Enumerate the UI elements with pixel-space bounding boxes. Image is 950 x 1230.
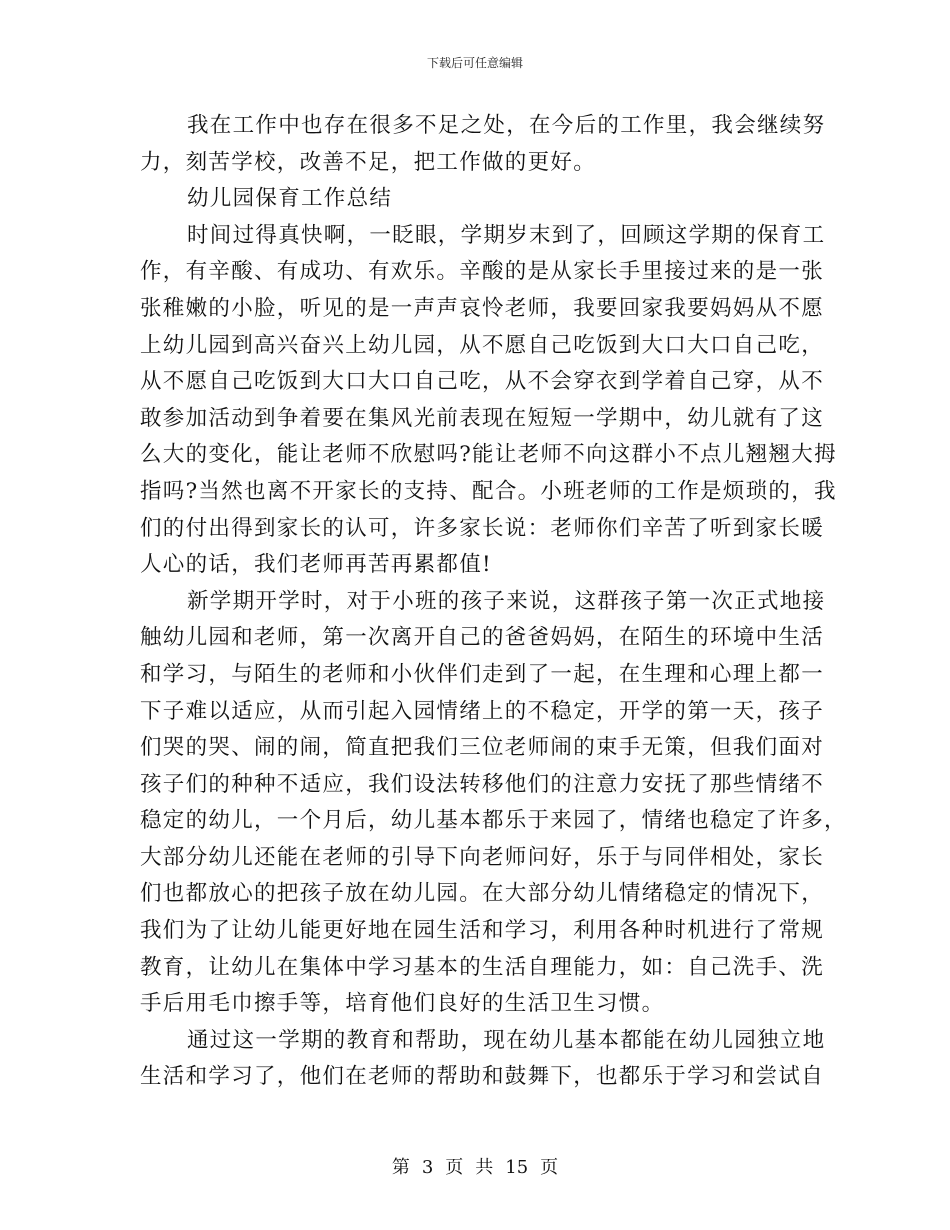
- text-line: 们也都放心的把孩子放在幼儿园。在大部分幼儿情绪稳定的情况下，: [140, 881, 825, 907]
- footer-total-label: 共: [475, 1157, 494, 1178]
- text-line: 人心的话，我们老师再苦再累都值!: [140, 552, 492, 578]
- page-header: 下载后可任意编辑: [426, 56, 523, 70]
- text-line: 们的付出得到家长的认可，许多家长说：老师你们辛苦了听到家长暖: [140, 515, 825, 541]
- page-footer: [0, 1153, 950, 1179]
- total-pages: 15: [505, 1157, 529, 1178]
- page-number: 3: [421, 1157, 434, 1178]
- text-line: 新学期开学时，对于小班的孩子来说，这群孩子第一次正式地接: [187, 588, 826, 614]
- text-line: 力，刻苦学校，改善不足，把工作做的更好。: [140, 149, 597, 175]
- document-body: [140, 108, 847, 1096]
- text-line: 大部分幼儿还能在老师的引导下向老师问好，乐于与同伴相处，家长: [140, 844, 825, 870]
- text-line: 通过这一学期的教育和帮助，现在幼儿基本都能在幼儿园独立地: [187, 1027, 826, 1053]
- footer-suffix: 页: [540, 1157, 559, 1178]
- text-line: 从不愿自己吃饭到大口大口自己吃，从不会穿衣到学着自己穿，从不: [140, 369, 825, 395]
- footer-prefix: 第: [391, 1157, 410, 1178]
- text-line: 时间过得真快啊，一眨眼，学期岁末到了，回顾这学期的保育工: [187, 222, 826, 248]
- text-line: 生活和学习了，他们在老师的帮助和鼓舞下，也都乐于学习和尝试自: [140, 1064, 825, 1090]
- text-line: 作，有辛酸、有成功、有欢乐。辛酸的是从家长手里接过来的是一张: [140, 259, 825, 285]
- text-line: 么大的变化，能让老师不欣慰吗?能让老师不向这群小不点儿翘翘大拇: [140, 442, 837, 468]
- footer-page-char: 页: [445, 1157, 464, 1178]
- text-line: 下子难以适应，从而引起入园情绪上的不稳定，开学的第一天，孩子: [140, 698, 825, 724]
- text-line: 手后用毛巾擦手等，培育他们良好的生活卫生习惯。: [140, 991, 665, 1017]
- text-line: 指吗?当然也离不开家长的支持、配合。小班老师的工作是烦琐的，我: [140, 478, 837, 504]
- text-line: 张稚嫩的小脸，听见的是一声声哀怜老师，我要回家我要妈妈从不愿: [140, 295, 825, 321]
- text-line: 我在工作中也存在很多不足之处，在今后的工作里，我会继续努: [187, 113, 826, 138]
- text-line: 触幼儿园和老师，第一次离开自己的爸爸妈妈，在陌生的环境中生活: [140, 625, 825, 651]
- text-line: 孩子们的种种不适应，我们设法转移他们的注意力安抚了那些情绪不: [140, 771, 825, 797]
- text-line: 们哭的哭、闹的闹，简直把我们三位老师闹的束手无策，但我们面对: [140, 735, 825, 761]
- text-line: 教育，让幼儿在集体中学习基本的生活自理能力，如：自己洗手、洗: [140, 954, 825, 980]
- text-line: 上幼儿园到高兴奋兴上幼儿园，从不愿自己吃饭到大口大口自己吃，: [140, 332, 825, 358]
- text-line: 敢参加活动到争着要在集风光前表现在短短一学期中，幼儿就有了这: [140, 405, 825, 431]
- text-line: 稳定的幼儿，一个月后，幼儿基本都乐于来园了，情绪也稳定了许多，: [140, 808, 847, 834]
- text-line: 和学习，与陌生的老师和小伙伴们走到了一起，在生理和心理上都一: [140, 661, 825, 687]
- text-line: 我们为了让幼儿能更好地在园生活和学习，利用各种时机进行了常规: [140, 918, 825, 944]
- section-title: 幼儿园保育工作总结: [187, 186, 393, 212]
